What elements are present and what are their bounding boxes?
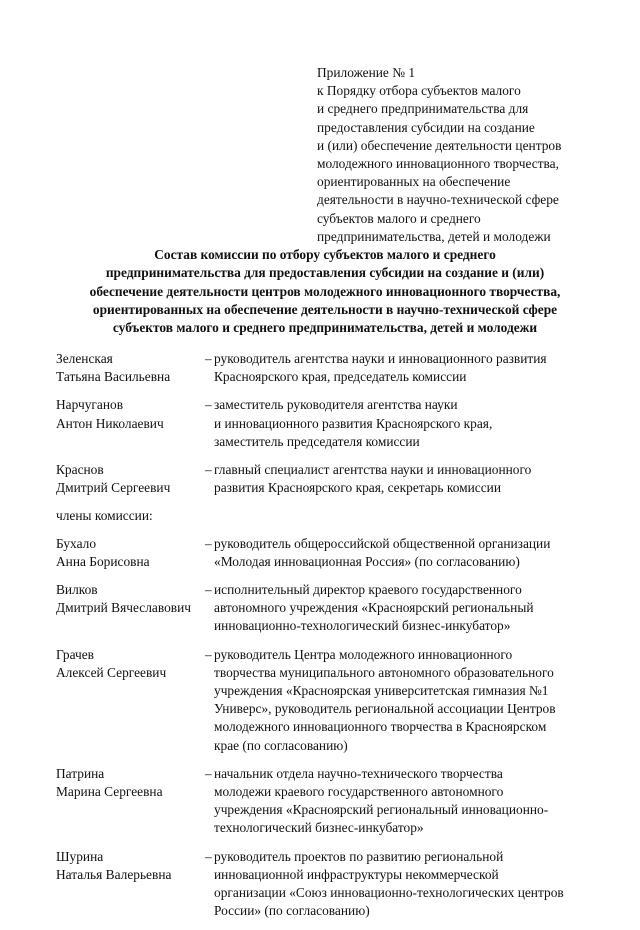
annex-line: предоставления субсидии на создание [317,119,535,135]
member-given-name: Марина Сергеевна [56,784,163,800]
role-line: «Молодая инновационная Россия» (по согласованию) [214,553,520,569]
role-line: инновационно-технологический бизнес-инкубатор» [214,618,511,634]
role-line: крае (по согласованию) [214,737,348,753]
annex-line: субъектов малого и среднего [317,210,481,226]
title-line: ориентированных на обеспечение деятельности в научно-технической сфере [92,301,558,317]
role-dash: – [205,848,212,864]
title-line: обеспечение деятельности центров молодежного инновационного творчества, [89,283,561,299]
role-line: исполнительный директор краевого государственного [214,582,522,598]
member-role [201,535,616,571]
role-line: начальник отдела научно-технического творчества [214,765,503,781]
role-dash: – [205,582,212,598]
role-line: Универс», руководитель региональной ассоциации Центров [214,701,556,717]
role-line: технологический бизнес-инкубатор» [214,820,424,836]
role-line: творчества муниципального автономного образовательного [214,664,554,680]
member-surname: Нарчуганов [56,397,124,413]
member-name [56,461,201,497]
member-name [56,350,201,386]
annex-line: Приложение № 1 [317,65,416,80]
role-dash: – [205,351,212,366]
member-entry [56,461,616,497]
member-given-name: Дмитрий Вячеславович [56,600,191,616]
member-surname: Грачев [56,646,95,662]
role-dash: – [205,462,212,478]
annex-header [317,64,617,246]
role-dash: – [205,535,212,551]
document-title [40,246,610,337]
role-line: главный специалист агентства науки и инновационного [214,462,532,478]
member-given-name: Антон Николаевич [56,415,164,431]
role-line: молодежи краевого государственного автономного [214,784,504,800]
member-entry [56,396,616,451]
member-surname: Шурина [56,848,104,864]
role-line: молодежного инновационного творчества в Красноярском [214,719,547,735]
role-dash: – [205,397,212,413]
annex-line: и среднего предпринимательства для [317,101,529,117]
member-given-name: Анна Борисовна [56,553,150,569]
member-name [56,646,201,755]
annex-line: предпринимательства, детей и молодежи [317,228,551,244]
role-dash: – [205,765,212,781]
role-line: и инновационного развития Красноярского края, [214,415,493,431]
role-line: руководитель проектов по развитию региональной [214,848,504,864]
member-entry [56,535,616,571]
member-entry [56,765,616,838]
member-given-name: Татьяна Васильевна [56,369,171,385]
annex-line: деятельности в научно-технической сфере [317,192,559,208]
role-dash: – [205,646,212,662]
role-line: руководитель Центра молодежного инновационного [214,646,513,662]
member-name [56,848,201,921]
member-role [201,646,616,755]
title-line: предпринимательства для предоставления субсидии на создание и (или) [105,265,545,281]
member-role [201,581,616,636]
role-line: организации «Союз инновационно-технологических центров [214,885,564,901]
role-line: руководитель агентства науки и инновационного развития [214,351,547,366]
role-line: развития Красноярского края, секретарь комиссии [214,480,502,496]
role-line: учреждения «Красноярский региональный инновационно- [214,802,549,818]
member-given-name: Дмитрий Сергеевич [56,480,171,496]
member-role [201,396,616,451]
member-role [201,461,616,497]
member-surname: Краснов [56,462,104,478]
member-entry [56,350,616,386]
annex-line: и (или) обеспечение деятельности центров [317,137,562,153]
member-surname: Бухало [56,535,97,551]
members-list [56,535,616,921]
role-line: учреждения «Красноярская университетская гимназия №1 [214,683,549,699]
commission-list [56,350,616,930]
role-line: Красноярского края, председатель комиссии [214,369,467,385]
title-line: Состав комиссии по отбору субъектов малого и среднего [154,247,496,262]
member-entry [56,848,616,921]
member-role [201,848,616,921]
annex-line: ориентированных на обеспечение [317,174,511,190]
leaders-list [56,350,616,497]
member-name [56,535,201,571]
role-line: заместитель руководителя агентства науки [214,397,458,413]
member-entry [56,646,616,755]
member-surname: Патрина [56,765,105,781]
member-name [56,581,201,636]
role-line: руководитель общероссийской общественной организации [214,535,551,551]
annex-line: молодежного инновационного творчества, [317,156,559,172]
member-name [56,765,201,838]
member-surname: Вилков [56,582,98,598]
role-line: заместитель председателя комиссии [214,433,420,449]
title-line: субъектов малого и среднего предпринимательства, детей и молодежи [112,320,538,336]
member-role [201,765,616,838]
member-role [201,350,616,386]
role-line: автономного учреждения «Красноярский региональный [214,600,534,616]
role-line: России» (по согласованию) [214,903,370,919]
role-line: инновационной инфраструктуры некоммерческой [214,866,499,882]
member-given-name: Алексей Сергеевич [56,664,167,680]
member-entry [56,581,616,636]
member-surname: Зеленская [56,351,113,366]
members-label: члены комиссии: [56,508,153,524]
member-name [56,396,201,451]
annex-line: к Порядку отбора субъектов малого [317,83,521,99]
member-given-name: Наталья Валерьевна [56,866,172,882]
